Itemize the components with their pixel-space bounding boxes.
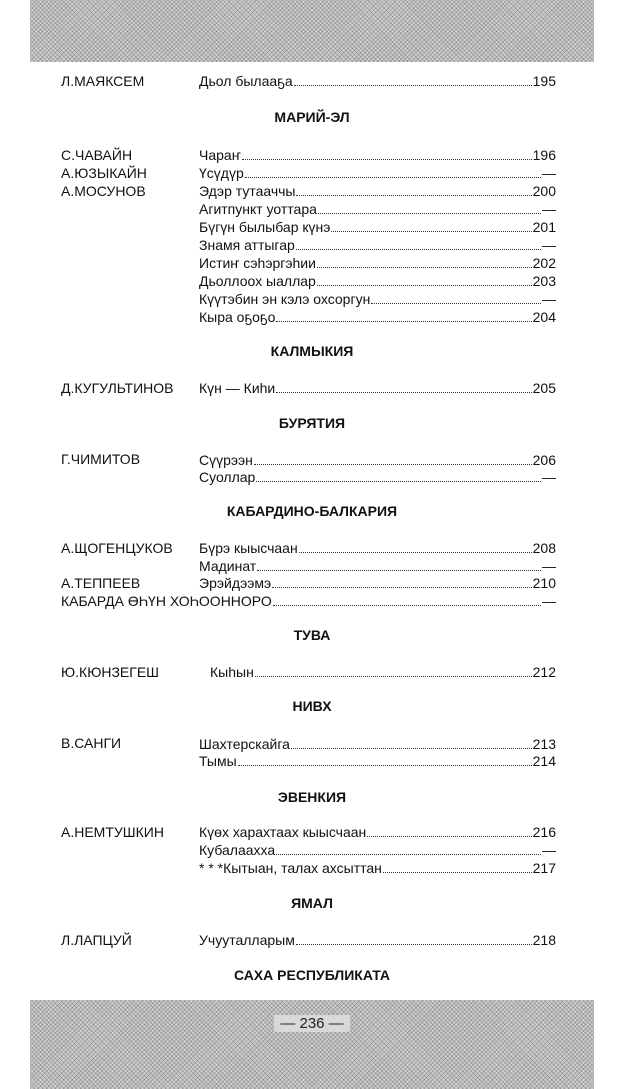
entry-title: Бүгүн былыбар күнэ (199, 219, 331, 235)
entry-page: 195 (532, 73, 556, 89)
entry-title: Эдэр тутааччы (199, 183, 296, 199)
section-heading: ТУВА (293, 627, 331, 643)
author-name: Л.МАЯКСЕМ (61, 73, 145, 89)
toc-entry (199, 736, 556, 752)
author-name: А.ТЕППЕЕВ (61, 575, 141, 591)
entry-page: 208 (532, 540, 556, 556)
entry-page: 196 (532, 147, 556, 163)
entry-title: Чараҥ (199, 147, 241, 163)
toc-entry (199, 219, 556, 235)
entry-title: Шахтерскайга (199, 736, 290, 752)
entry-title: Дьоллоох ыаллар (199, 273, 316, 289)
top-halftone-band (30, 0, 594, 62)
toc-entry (199, 165, 556, 181)
author-name: А.ЩОГЕНЦУКОВ (61, 540, 173, 556)
author-name: Д.КУГУЛЬТИНОВ (61, 380, 174, 396)
toc-entry (199, 73, 556, 89)
entry-title: Күн — Киһи (199, 380, 276, 396)
entry-title: Мадинат (199, 558, 257, 574)
entry-page: 218 (532, 932, 556, 948)
toc-entry (199, 842, 556, 858)
author-name: А.МОСУНОВ (61, 183, 146, 199)
dot-leader (296, 237, 541, 250)
toc-entry (199, 753, 556, 769)
toc-entry (199, 540, 556, 556)
entry-title: КАБАРДА ӨҺҮН ХОҺООННОРО (61, 593, 272, 609)
section-heading: БУРЯТИЯ (278, 415, 346, 431)
entry-page: 200 (532, 183, 556, 199)
entry-title: Күөх харахтаах кыысчаан (199, 824, 367, 840)
entry-page: 213 (532, 736, 556, 752)
dot-leader (238, 753, 532, 766)
dot-leader (256, 469, 541, 482)
entry-page: — (542, 842, 556, 858)
entry-title: Истиҥ сэһэргэһии (199, 255, 316, 271)
toc-entry (199, 255, 556, 271)
toc-entry (199, 452, 556, 468)
toc-entry (199, 273, 556, 289)
entry-title: Күүтэбин эн кэлэ охсоргун (199, 291, 371, 307)
toc-entry (199, 469, 556, 485)
entry-title: Кубалаахха (199, 842, 276, 858)
entry-title: Учууталларым (199, 932, 295, 948)
entry-page: 205 (532, 380, 556, 396)
entry-title: Кыһын (210, 664, 254, 680)
toc-entry (199, 932, 556, 948)
section-heading: КАБАРДИНО-БАЛКАРИЯ (226, 503, 398, 519)
author-name: В.САНГИ (61, 735, 122, 751)
toc-entry (199, 309, 556, 325)
dot-leader (296, 932, 532, 945)
entry-page: 201 (532, 219, 556, 235)
entry-page: 214 (532, 753, 556, 769)
entry-page: 210 (532, 575, 556, 591)
entry-title: Кыра оҕоҕо (199, 309, 276, 325)
entry-title: Суоллар (199, 469, 256, 485)
dot-leader (299, 540, 532, 553)
dot-leader (383, 860, 532, 873)
toc-entry (199, 183, 556, 199)
entry-page: — (542, 165, 556, 181)
entry-page: 217 (532, 860, 556, 876)
entry-page: — (542, 201, 556, 217)
toc-entry (199, 201, 556, 217)
entry-title: Сүүрээн (199, 452, 253, 468)
entry-page: — (542, 291, 556, 307)
dot-leader (242, 147, 532, 160)
section-heading: ЯМАЛ (291, 895, 333, 911)
dot-leader (276, 380, 531, 393)
toc-entry (199, 860, 556, 876)
toc-entry (61, 593, 556, 609)
entry-page: — (542, 558, 556, 574)
toc-entry (199, 575, 556, 591)
bottom-halftone-band (30, 1000, 594, 1089)
toc-entry (199, 380, 556, 396)
toc-entry (210, 664, 556, 680)
entry-page: 212 (532, 664, 556, 680)
dot-leader (276, 842, 541, 855)
entry-page: 202 (532, 255, 556, 271)
dot-leader (291, 736, 532, 749)
dot-leader (331, 219, 531, 232)
dot-leader (367, 824, 531, 837)
section-heading: МАРИЙ-ЭЛ (274, 109, 350, 125)
toc-entry (199, 558, 556, 574)
page-number-text: — 236 — (274, 1015, 349, 1032)
toc-entry (199, 291, 556, 307)
dot-leader (371, 291, 541, 304)
dot-leader (276, 309, 531, 322)
author-name: Г.ЧИМИТОВ (61, 451, 141, 467)
entry-page: 206 (532, 452, 556, 468)
entry-title: Үсүдүр (199, 165, 244, 181)
entry-page: 216 (532, 824, 556, 840)
toc-entry (199, 237, 556, 253)
entry-title: * * *Кытыан, талах ахсыттан (199, 860, 382, 876)
dot-leader (257, 558, 541, 571)
dot-leader (296, 183, 531, 196)
entry-page: — (542, 469, 556, 485)
toc-entry (199, 824, 556, 840)
entry-title: Дьол былааҕа (199, 73, 293, 89)
page-number (0, 1015, 624, 1032)
dot-leader (317, 273, 532, 286)
entry-page: — (542, 593, 556, 609)
dot-leader (294, 73, 532, 86)
entry-title: Агитпункт уоттара (199, 201, 317, 217)
entry-page: 204 (532, 309, 556, 325)
section-heading: НИВХ (292, 698, 332, 714)
dot-leader (317, 255, 532, 268)
author-name: Ю.КЮНЗЕГЕШ (61, 664, 159, 680)
dot-leader (272, 575, 531, 588)
entry-page: 203 (532, 273, 556, 289)
section-heading: ЭВЕНКИЯ (277, 789, 347, 805)
entry-title: Тымы (199, 753, 237, 769)
dot-leader (318, 201, 541, 214)
author-name: А.НЕМТУШКИН (61, 824, 164, 840)
author-name: Л.ЛАПЦУЙ (61, 932, 132, 948)
dot-leader (255, 664, 532, 677)
toc-entry (199, 147, 556, 163)
dot-leader (245, 165, 541, 178)
entry-title: Эрэйдээмэ (199, 575, 272, 591)
author-name: А.ЮЗЫКАЙН (61, 165, 147, 181)
author-name: С.ЧАВАЙН (61, 147, 133, 163)
section-heading: САХА РЕСПУБЛИКАТА (233, 967, 391, 983)
section-heading: КАЛМЫКИЯ (270, 343, 354, 359)
dot-leader (254, 452, 532, 465)
entry-title: Знамя аттыгар (199, 237, 295, 253)
dot-leader (273, 593, 541, 606)
entry-page: — (542, 237, 556, 253)
entry-title: Бүрэ кыысчаан (199, 540, 298, 556)
